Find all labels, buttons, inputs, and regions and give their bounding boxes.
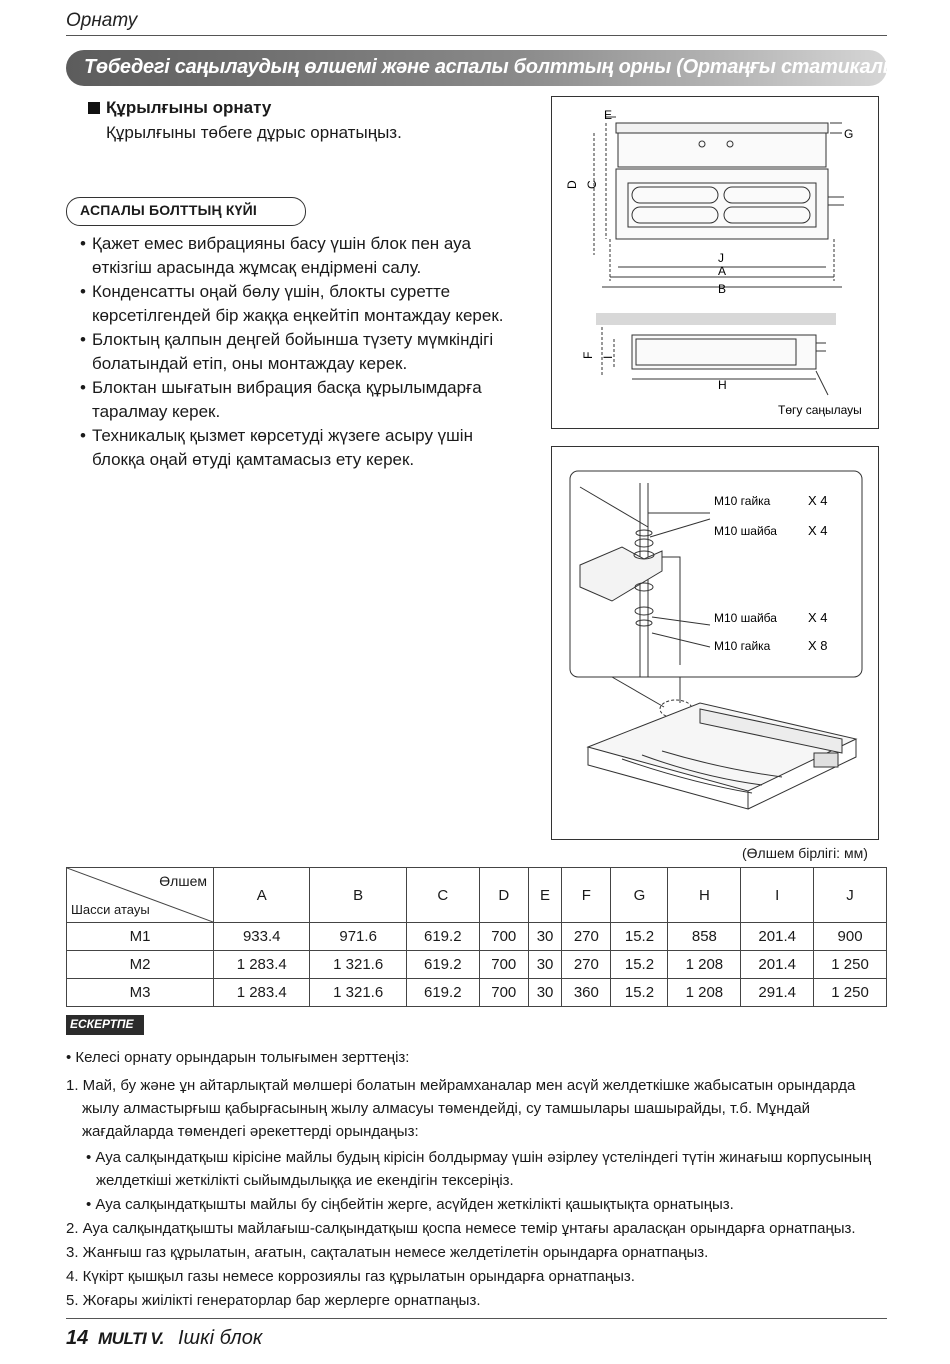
table-cell: 1 208 [668, 951, 741, 979]
label-e: E [604, 108, 613, 122]
table-row [67, 979, 887, 1007]
label-h: H [718, 378, 727, 392]
part-qty: X 4 [808, 493, 828, 508]
column-header: C [406, 868, 479, 923]
table-cell: 858 [668, 923, 741, 951]
list-item: • Блоктың қалпын деңгей бойынша түзету мүмкіндігі болатындай етіп, оны монтаждау керек. [80, 328, 510, 376]
note-item-5: 5. Жоғары жиілікті генераторлар бар жерлерге орнатпаңыз. [66, 1292, 481, 1309]
page-title: Төбедегі саңылаудың өлшемі және аспалы болттың орны (Ортаңғы статикалық) [84, 56, 916, 78]
label-i: I [601, 355, 615, 359]
table-cell: 700 [479, 923, 528, 951]
dimension-figure [551, 96, 879, 429]
note-item-3: 3. Жанғыш газ құрылатын, ағатын, сақталатын немесе желдетілетін орындарға орнатпаңыз. [66, 1244, 709, 1261]
table-cell: 15.2 [611, 923, 668, 951]
section-title: Орнату [66, 10, 138, 31]
row-name: M2 [67, 951, 214, 979]
list-item: • Конденсатты оңай бөлу үшін, блокты суретте көрсетілгендей бір жаққа еңкейтіп монтаждау керек. [80, 280, 510, 328]
corner-bottom-label: Шасси атауы [71, 902, 150, 917]
table-cell: 1 208 [668, 979, 741, 1007]
install-heading: Құрылғыны орнату [106, 98, 272, 117]
table-cell: 619.2 [406, 979, 479, 1007]
column-header: J [814, 868, 887, 923]
list-item: • Қажет емес вибрацияны басу үшін блок пен ауа өткізгіш арасында жұмсақ ендірмені салу. [80, 232, 510, 280]
label-f: F [581, 351, 595, 359]
part-name: M10 гайка [714, 494, 771, 508]
table-cell: 1 283.4 [214, 951, 310, 979]
label-g: G [844, 127, 854, 141]
dimension-drawing [552, 97, 878, 428]
note-intro: • Келесі орнату орындарын толығымен зерттеңіз: [66, 1049, 410, 1066]
table-cell: 933.4 [214, 923, 310, 951]
table-cell: 360 [562, 979, 611, 1007]
unit-note: (Өлшем бірлігі: мм) [742, 845, 868, 861]
note-item-2: 2. Ауа салқындатқышты майлағыш-салқындатқыш қоспа немесе темір ұнтағы араласқан орындарға орнатпаңыз. [66, 1220, 856, 1237]
column-header: G [611, 868, 668, 923]
header-rule [66, 35, 887, 36]
table-cell: 700 [479, 979, 528, 1007]
table-cell: 201.4 [741, 923, 814, 951]
table-cell: 900 [814, 923, 887, 951]
label-d: D [565, 180, 579, 189]
column-header: A [214, 868, 310, 923]
label-c: C [585, 180, 599, 189]
column-header: E [528, 868, 561, 923]
corner-top-label: Өлшем [159, 873, 207, 889]
note-badge-label: ЕСКЕРТПЕ [70, 1017, 134, 1031]
note-item-1: 1. Май, бу және ұн айтарлықтай мөлшері болатын мейрамханалар мен асүй желдеткішке жабысатын орындарда жылу алмастырғыш қабырғасының жылу алмасуы төмендейді, су тамшылары шашырайды, т.б. Мұндай жағдайларда төмендегі әрекеттерді орындаңыз: [66, 1077, 856, 1140]
label-a: A [718, 264, 727, 278]
dimension-table [66, 867, 887, 1007]
note-subitem-1: • Ауа салқындатқыш кірісіне майлы будың кірісін болдырмау үшін әзірлеу үстеліндегі түтін жинағыш корпусының желдеткіші жеткілікті сыйымдылыққа ие екендігін тексеріңіз. [86, 1149, 872, 1189]
row-name: M1 [67, 923, 214, 951]
column-header: F [562, 868, 611, 923]
table-cell: 1 250 [814, 979, 887, 1007]
table-cell: 30 [528, 979, 561, 1007]
table-cell: 1 250 [814, 951, 887, 979]
part-name: M10 шайба [714, 611, 777, 625]
table-cell: 1 283.4 [214, 979, 310, 1007]
column-header: I [741, 868, 814, 923]
table-cell: 15.2 [611, 979, 668, 1007]
column-header: H [668, 868, 741, 923]
row-name: M3 [67, 979, 214, 1007]
table-cell: 30 [528, 923, 561, 951]
table-corner-cell [67, 868, 214, 923]
footer-rule [66, 1318, 887, 1319]
list-item: • Блоктан шығатын вибрация басқа құрылымдарға таралмау керек. [80, 376, 510, 424]
table-cell: 1 321.6 [310, 951, 406, 979]
part-qty: X 4 [808, 523, 828, 538]
note-subitem-2: • Ауа салқындатқышты майлы бу сіңбейтін жерге, асүйден жеткілікті қашықтықта орнатыңыз. [86, 1196, 734, 1213]
table-cell: 291.4 [741, 979, 814, 1007]
brand-logo: MULTI V. [98, 1329, 164, 1348]
drain-caption: Төгу саңылауы [778, 403, 862, 417]
bolt-bullet-list [80, 232, 510, 472]
table-cell: 619.2 [406, 951, 479, 979]
part-name: M10 шайба [714, 524, 777, 538]
hanging-bolt-figure [551, 446, 879, 840]
table-header-row [67, 868, 887, 923]
table-cell: 270 [562, 923, 611, 951]
list-item: • Техникалық қызмет көрсетуді жүзеге асыру үшін блокқа оңай өтуді қамтамасыз ету керек. [80, 424, 510, 472]
label-b: B [718, 282, 727, 296]
square-bullet-icon [88, 102, 100, 114]
part-name: M10 гайка [714, 639, 771, 653]
part-qty: X 4 [808, 610, 828, 625]
hanging-bolt-drawing [552, 447, 878, 839]
table-cell: 1 321.6 [310, 979, 406, 1007]
table-cell: 971.6 [310, 923, 406, 951]
column-header: D [479, 868, 528, 923]
label-j: J [718, 251, 724, 265]
note-item-4: 4. Күкірт қышқыл газы немесе коррозиялы газ құрылатын орындарға орнатпаңыз. [66, 1268, 635, 1285]
footer-label: Ішкі блок [178, 1327, 263, 1349]
install-description: Құрылғыны төбеге дұрыс орнатыңыз. [106, 123, 402, 142]
table-row [67, 951, 887, 979]
table-row [67, 923, 887, 951]
page-number: 14 [66, 1327, 89, 1349]
table-cell: 700 [479, 951, 528, 979]
table-cell: 30 [528, 951, 561, 979]
part-qty: X 8 [808, 638, 828, 653]
table-cell: 619.2 [406, 923, 479, 951]
table-cell: 15.2 [611, 951, 668, 979]
bolt-label: АСПАЛЫ БОЛТТЫҢ КҮЙІ [80, 202, 257, 218]
column-header: B [310, 868, 406, 923]
table-cell: 201.4 [741, 951, 814, 979]
table-cell: 270 [562, 951, 611, 979]
